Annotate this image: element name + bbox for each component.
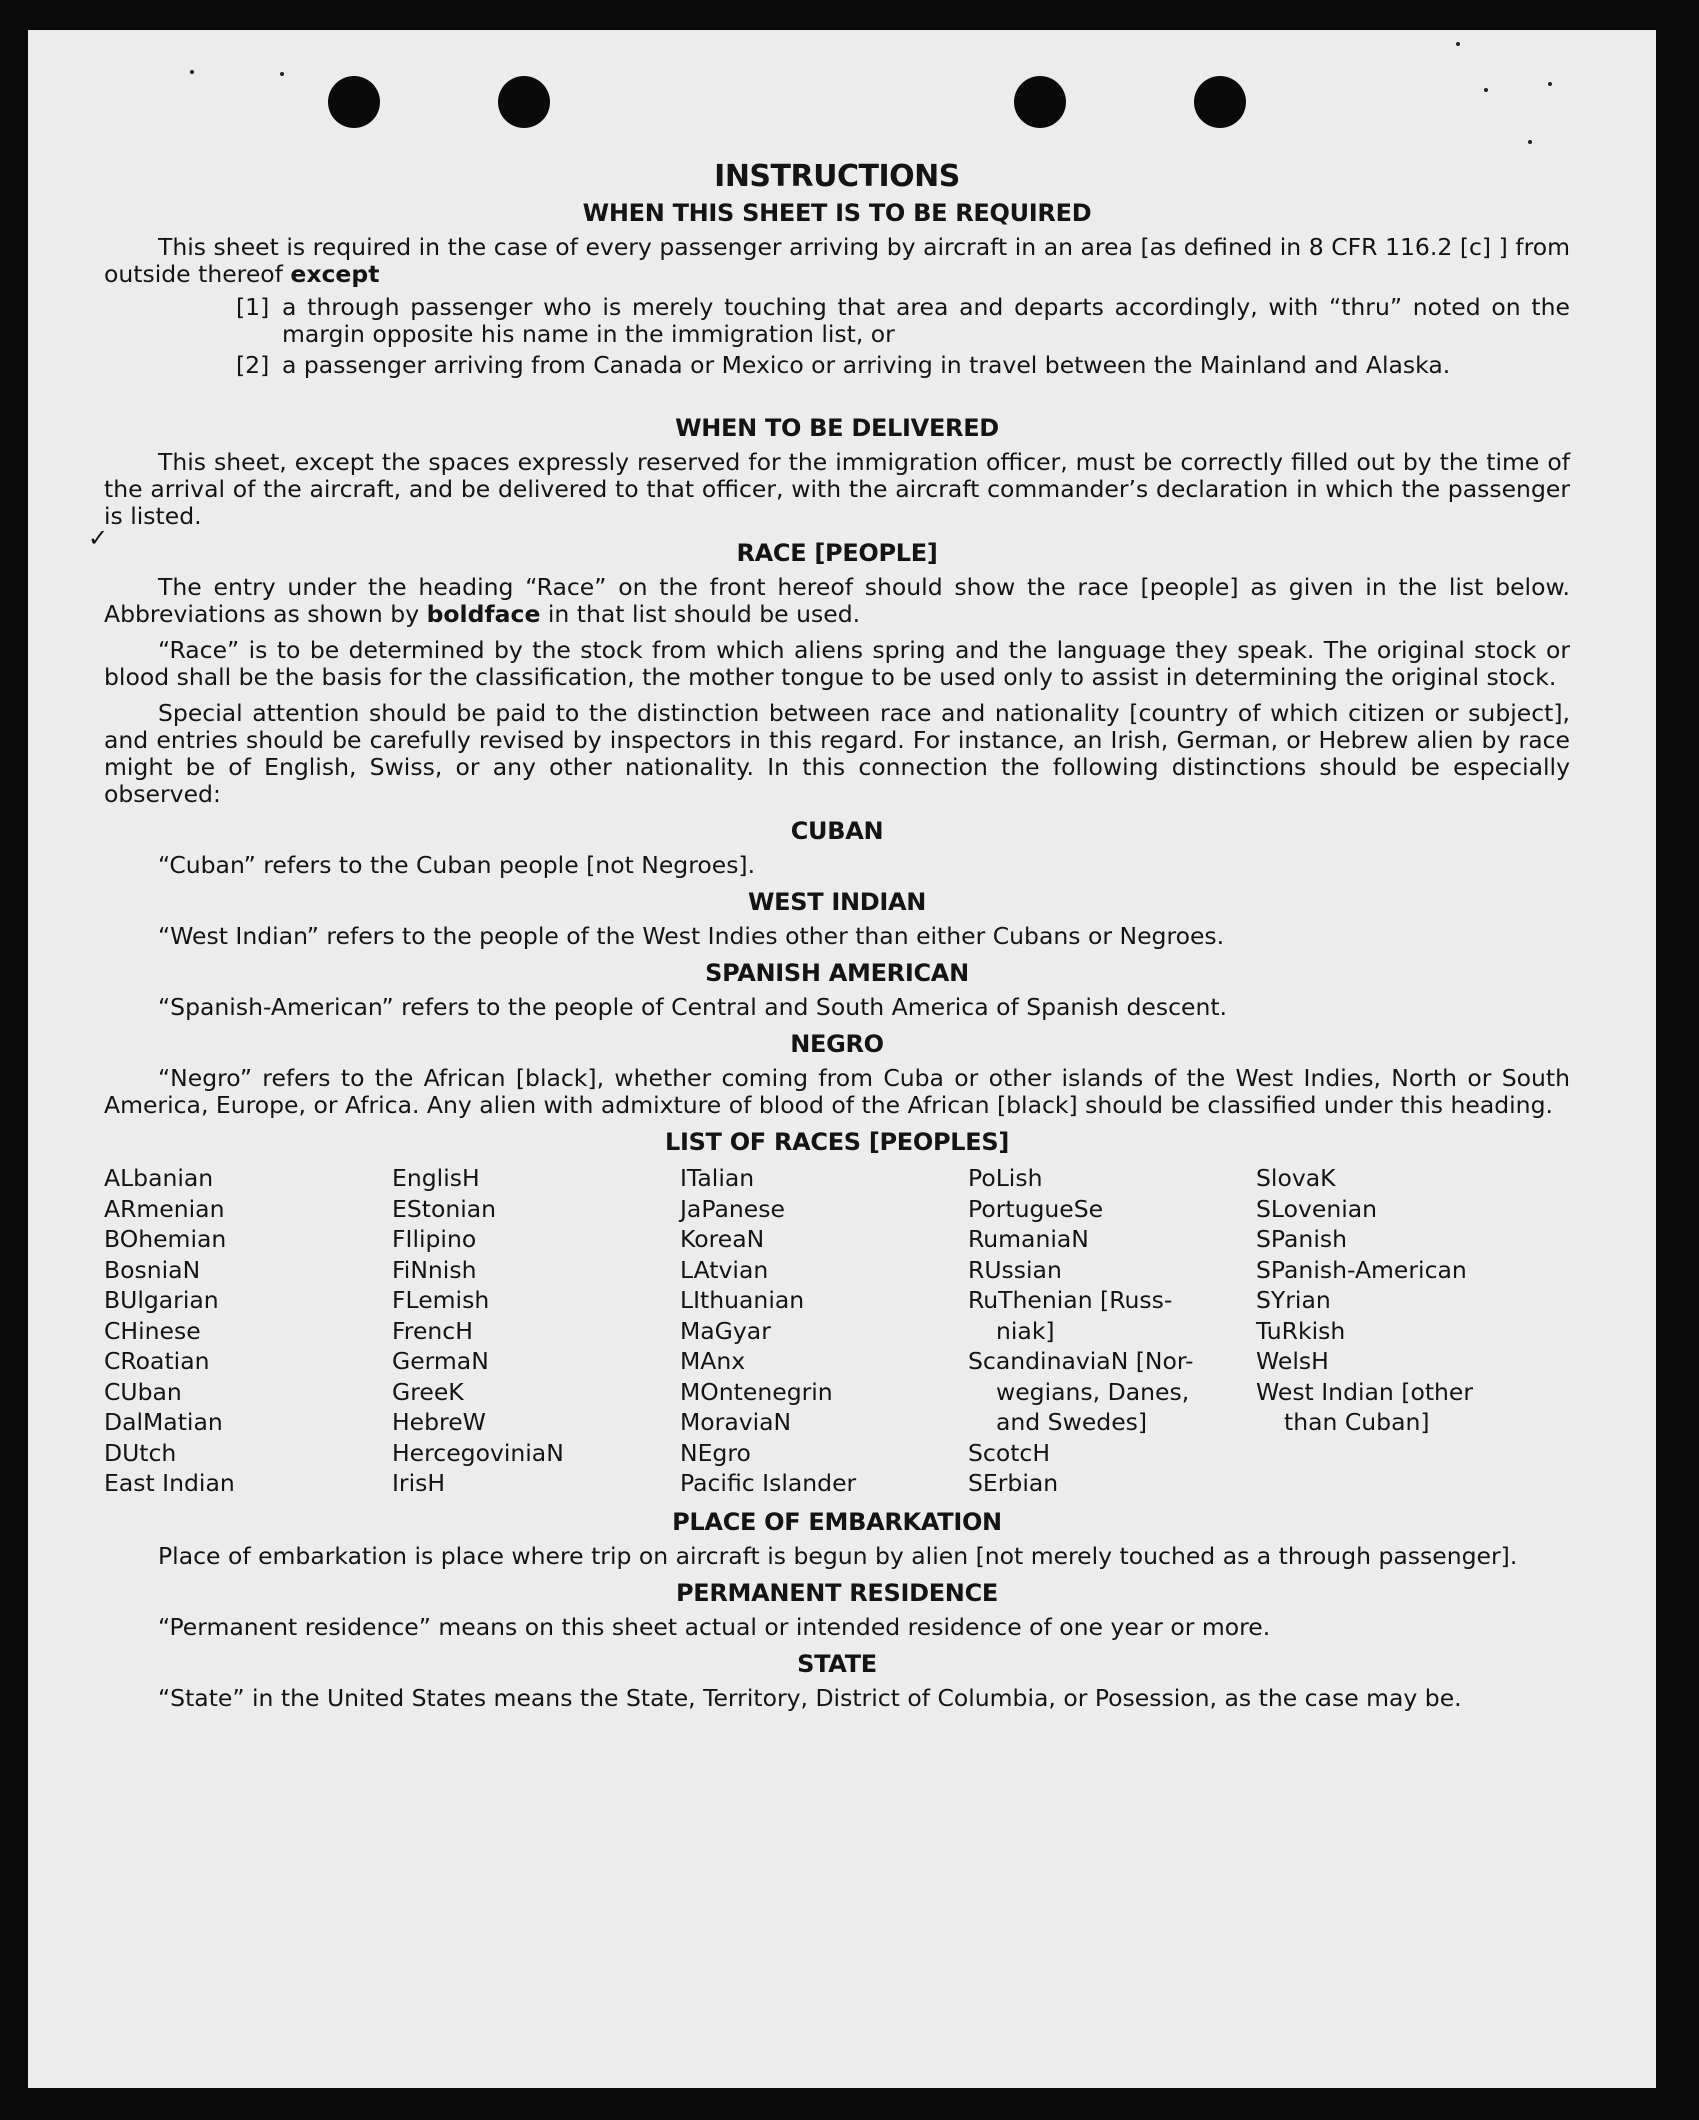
race-entry: DalMatian xyxy=(104,1408,223,1436)
punch-hole xyxy=(1194,76,1246,128)
punch-hole xyxy=(328,76,380,128)
state-text: “State” in the United States means the State, Territory, District of Columbia, or Posession, as the case may be. xyxy=(158,1683,1462,1712)
race-p1-end: in that list should be used. xyxy=(540,600,861,628)
race-entry: PortugueSe xyxy=(968,1194,1104,1223)
heading-race: RACE [PEOPLE] xyxy=(736,539,938,567)
required-item xyxy=(104,352,1570,379)
heading-spanish-american: SPANISH AMERICAN xyxy=(705,959,969,987)
race-entry-continued: niak] xyxy=(996,1316,1055,1345)
spanish-american-text: “Spanish-American” refers to the people of Central and South America of Spanish descent. xyxy=(158,993,1228,1021)
race-entry: EStonian xyxy=(392,1194,497,1223)
race-p1-boldface: boldface xyxy=(426,600,541,628)
race-paragraph xyxy=(104,574,1570,628)
punch-hole xyxy=(1014,76,1066,128)
race-p1-text: The entry under the heading “Race” on the front hereof should show the race [people] as given in the list below. Abbreviations as shown by xyxy=(104,573,1570,628)
delivered-text: This sheet, except the spaces expressly reserved for the immigration officer, must be correctly filled out by the time of the arrival of the aircraft, and be delivered to that officer, with the aircraft commander’s declaration in which the passenger is listed. xyxy=(104,448,1570,530)
race-entry: MOntenegrin xyxy=(680,1377,833,1406)
required-item-number: [1] xyxy=(236,293,270,321)
heading-state: STATE xyxy=(797,1649,877,1678)
race-entry: WelsH xyxy=(1256,1347,1329,1375)
race-entry: LIthuanian xyxy=(680,1286,805,1314)
required-item-text: a passenger arriving from Canada or Mexico or arriving in travel between the Mainland and Alaska. xyxy=(282,351,1451,379)
race-entry: SPanish xyxy=(1256,1225,1347,1253)
heading-negro: NEGRO xyxy=(790,1030,884,1058)
races-column xyxy=(104,1163,392,1499)
race-entry-continued: wegians, Danes, xyxy=(996,1377,1190,1406)
race-entry: RumaniaN xyxy=(968,1225,1089,1253)
heading-races-list: LIST OF RACES [PEOPLES] xyxy=(664,1128,1010,1156)
required-item-number: [2] xyxy=(236,351,270,379)
residence-text: “Permanent residence” means on this sheet actual or intended residence of one year or more. xyxy=(158,1612,1271,1641)
speck xyxy=(190,70,194,74)
cuban-text: “Cuban” refers to the Cuban people [not Negroes]. xyxy=(158,851,756,879)
heading-cuban: CUBAN xyxy=(790,817,884,845)
heading-residence: PERMANENT RESIDENCE xyxy=(675,1578,998,1607)
speck xyxy=(1484,88,1488,92)
race-entry: TuRkish xyxy=(1256,1316,1346,1345)
speck xyxy=(1456,42,1460,46)
heading-embarkation: PLACE OF EMBARKATION xyxy=(672,1507,1002,1536)
race-entry: ScotcH xyxy=(968,1438,1051,1467)
race-entry: RUssian xyxy=(968,1255,1062,1284)
required-intro-except: except xyxy=(290,260,380,288)
race-entry: BosniaN xyxy=(104,1255,201,1284)
race-entry: KoreaN xyxy=(680,1225,765,1253)
race-entry: IrisH xyxy=(392,1469,446,1497)
heading-west-indian: WEST INDIAN xyxy=(747,888,927,916)
race-entry: DUtch xyxy=(104,1438,177,1467)
race-entry: PoLish xyxy=(968,1164,1043,1192)
heading-delivered: WHEN TO BE DELIVERED xyxy=(675,414,999,442)
required-item-text: a through passenger who is merely touching that area and departs accordingly, with “thru” noted on the margin opposite his name in the immigration list, or xyxy=(282,293,1570,348)
races-list xyxy=(104,1163,1570,1499)
required-item xyxy=(104,294,1570,348)
heading-required: WHEN THIS SHEET IS TO BE REQUIRED xyxy=(582,199,1092,227)
race-entry: GermaN xyxy=(392,1347,489,1375)
race-entry: NEgro xyxy=(680,1438,751,1467)
negro-text: “Negro” refers to the African [black], whether coming from Cuba or other islands of the West Indies, North or South America, Europe, or Africa. Any alien with admixture of blood of the African [black] should be classified under this heading. xyxy=(104,1064,1570,1119)
race-entry: SLovenian xyxy=(1256,1194,1378,1223)
speck xyxy=(1548,82,1552,86)
races-column xyxy=(968,1163,1256,1499)
race-entry: MaGyar xyxy=(680,1316,771,1345)
races-column xyxy=(392,1163,680,1499)
speck xyxy=(1528,140,1532,144)
race-entry: Pacific Islander xyxy=(680,1469,857,1497)
race-paragraph: Special attention should be paid to the distinction between race and nationality [country of which citizen or subject], and entries should be carefully revised by inspectors in this regard. For instance, an Irish, German, or Hebrew alien by race might be of English, Swiss, or any other nationality. In this connection the following distinctions should be especially observed: xyxy=(104,699,1570,808)
race-entry: SYrian xyxy=(1256,1286,1331,1314)
punch-hole xyxy=(498,76,550,128)
check-mark: ✓ xyxy=(88,524,109,552)
race-entry: ARmenian xyxy=(104,1194,225,1223)
race-entry: HebreW xyxy=(392,1408,486,1436)
race-entry: FrencH xyxy=(392,1316,473,1345)
race-entry: BOhemian xyxy=(104,1225,227,1253)
required-intro-text: This sheet is required in the case of every passenger arriving by aircraft in an area [as defined in 8 CFR 116.2 [c] ] from outside thereof xyxy=(104,233,1570,288)
race-entry: LAtvian xyxy=(680,1255,769,1284)
embarkation-text: Place of embarkation is place where trip on aircraft is begun by alien [not merely touched as a through passenger]. xyxy=(158,1541,1518,1570)
page-title: INSTRUCTIONS xyxy=(714,159,960,194)
race-entry: CUban xyxy=(104,1377,182,1406)
race-entry: CRoatian xyxy=(104,1347,210,1375)
races-column xyxy=(1256,1163,1544,1499)
race-entry: GreeK xyxy=(392,1377,464,1406)
race-entry: RuThenian [Russ- xyxy=(968,1286,1173,1314)
race-entry: BUlgarian xyxy=(104,1286,219,1314)
race-entry: EnglisH xyxy=(392,1164,480,1192)
race-entry: West Indian [other xyxy=(1256,1377,1474,1406)
speck xyxy=(280,72,284,76)
race-entry: SErbian xyxy=(968,1469,1059,1497)
race-entry: East Indian xyxy=(104,1469,235,1497)
race-entry: ITalian xyxy=(680,1164,755,1192)
race-entry: FiNnish xyxy=(392,1255,477,1284)
race-entry: MoraviaN xyxy=(680,1408,792,1436)
race-entry: HercegoviniaN xyxy=(392,1438,564,1467)
race-entry: SlovaK xyxy=(1256,1164,1336,1192)
west-indian-text: “West Indian” refers to the people of the West Indies other than either Cubans or Negroes. xyxy=(158,922,1225,950)
race-entry: SPanish-American xyxy=(1256,1255,1467,1284)
race-entry: JaPanese xyxy=(680,1194,785,1223)
race-paragraph: “Race” is to be determined by the stock from which aliens spring and the language they speak. The original stock or blood shall be the basis for the classification, the mother tongue to be used only to assist in determining the original stock. xyxy=(104,636,1570,691)
instructions-body xyxy=(104,158,1570,1712)
race-entry: ALbanian xyxy=(104,1164,214,1192)
race-entry: CHinese xyxy=(104,1316,201,1345)
race-entry-continued: and Swedes] xyxy=(996,1408,1148,1436)
required-intro xyxy=(104,234,1570,288)
races-column xyxy=(680,1163,968,1499)
race-entry: ScandinaviaN [Nor- xyxy=(968,1347,1194,1375)
race-entry: MAnx xyxy=(680,1347,746,1375)
race-entry-continued: than Cuban] xyxy=(1284,1408,1430,1436)
race-entry: FIlipino xyxy=(392,1225,477,1253)
race-entry: FLemish xyxy=(392,1286,490,1314)
